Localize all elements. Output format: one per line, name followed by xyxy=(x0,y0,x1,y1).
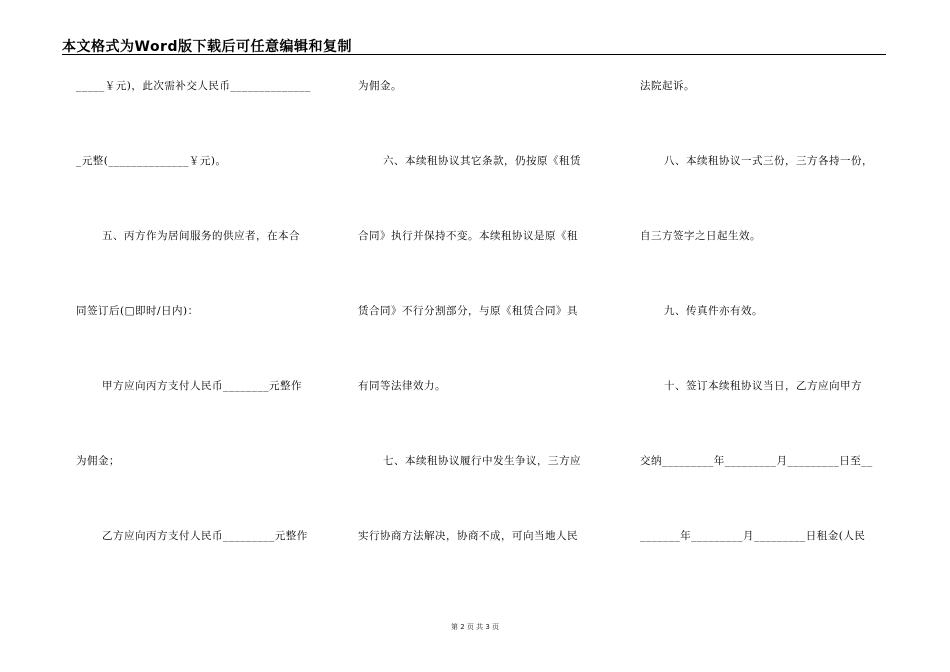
text-line: 为佣金。 xyxy=(358,80,402,92)
text-line: _元整(______________￥元)。 xyxy=(76,155,227,167)
text-line: 八、本续租协议一式三份，三方各持一份， xyxy=(664,155,873,167)
text-line: 六、本续租协议其它条款，仍按原《租赁 xyxy=(383,155,581,167)
text-line: 自三方签字之日起生效。 xyxy=(640,230,761,242)
header-divider xyxy=(62,54,886,55)
text-line: 七、本续租协议履行中发生争议，三方应 xyxy=(383,455,581,467)
text-line: 十、签订本续租协议当日，乙方应向甲方 xyxy=(664,380,862,392)
text-line: _______年_________月_________日租金(人民 xyxy=(640,530,866,542)
text-line: 有同等法律效力。 xyxy=(358,380,446,392)
text-line: 九、传真件亦有效。 xyxy=(664,305,763,317)
text-line: 赁合同》不行分割部分，与原《租赁合同》具 xyxy=(358,305,578,317)
text-line: 乙方应向丙方支付人民币_________元整作 xyxy=(102,530,308,542)
document-header-title: 本文格式为Word版下载后可任意编辑和复制 xyxy=(62,39,352,55)
text-line: 交纳_________年_________月_________日至__ xyxy=(640,455,873,467)
page-number-footer: 第 2 页 共 3 页 xyxy=(450,623,500,631)
text-line: 甲方应向丙方支付人民币________元整作 xyxy=(102,380,302,392)
text-line: 五、丙方作为居间服务的供应者，在本合 xyxy=(102,230,300,242)
text-line: 实行协商方法解决，协商不成，可向当地人民 xyxy=(358,530,578,542)
text-line: 法院起诉。 xyxy=(640,80,695,92)
text-line: 为佣金； xyxy=(76,455,120,467)
text-line: 同签订后(□即时/日内)： xyxy=(76,305,199,317)
text-line: _____￥元)，此次需补交人民币______________ xyxy=(76,80,311,92)
text-line: 合同》执行并保持不变。本续租协议是原《租 xyxy=(358,230,578,242)
